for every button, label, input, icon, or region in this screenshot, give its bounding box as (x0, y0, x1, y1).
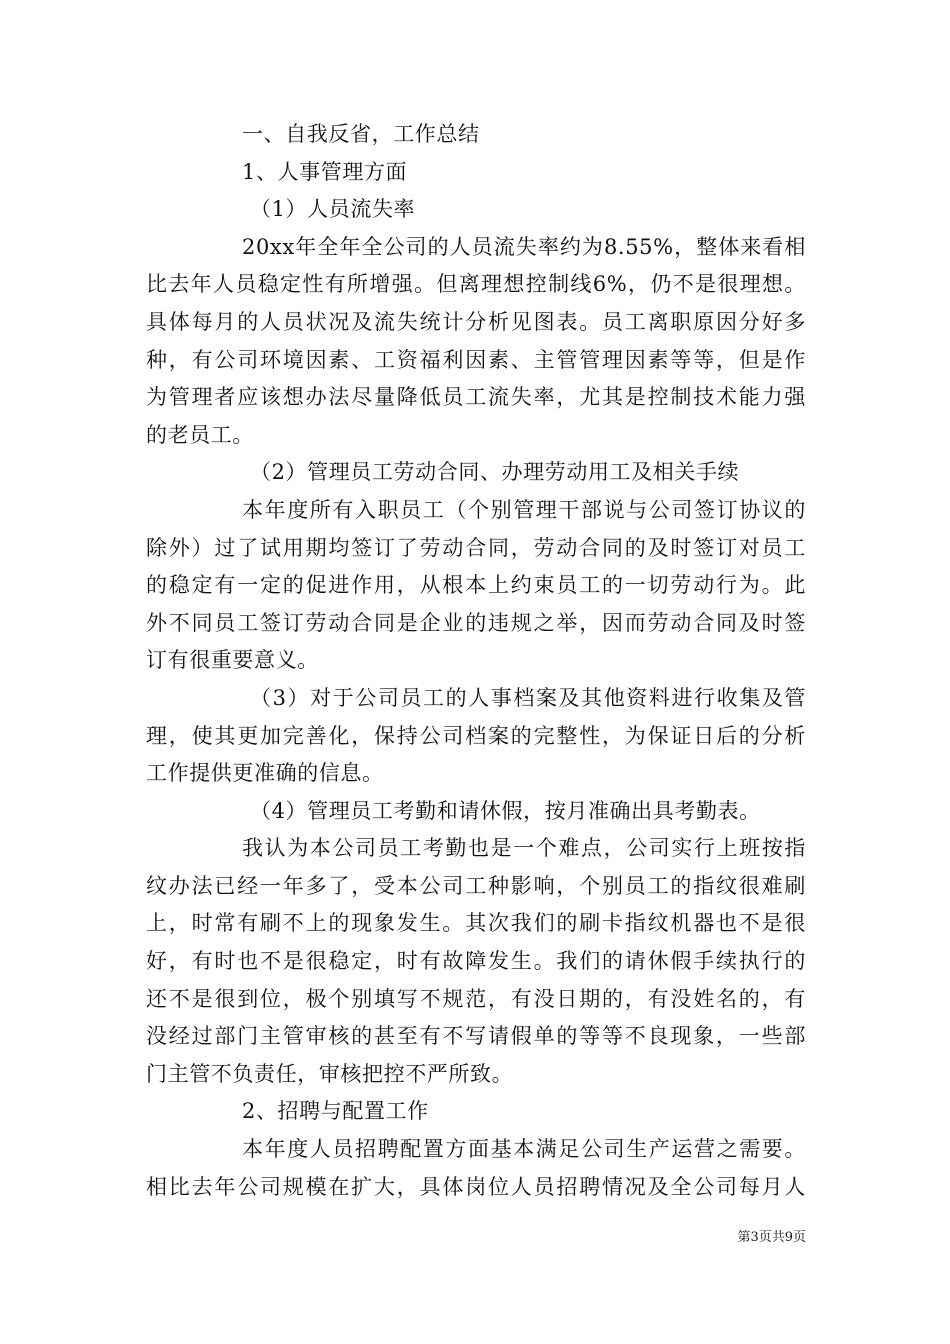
text-line: 本年度人员招聘配置方面基本满足公司生产运营之需要。 (242, 1137, 806, 1162)
text-line: 工作提供更准确的信息。 (146, 761, 384, 786)
text-line: 20xx年全年全公司的人员流失率约为8.55%，整体来看相 (242, 234, 806, 259)
text-line: （3）对于公司员工的人事档案及其他资料进行收集及管 (250, 685, 806, 710)
text-line: 2、招聘与配置工作 (242, 1099, 429, 1124)
text-line: 的稳定有一定的促进作用，从根本上约束员工的一切劳动行为。此 (146, 573, 806, 598)
page-number: 第3页共9页 (737, 1230, 806, 1245)
text-line: （4）管理员工考勤和请休假，按月准确出具考勤表。 (250, 798, 761, 823)
document-body (146, 116, 806, 1206)
text-line: 好，有时也不是很稳定，时有故障发生。我们的请休假手续执行的 (146, 949, 806, 974)
text-line: 相比去年公司规模在扩大，具体岗位人员招聘情况及全公司每月人 (146, 1174, 806, 1199)
text-line: 为管理者应该想办法尽量降低员工流失率，尤其是控制技术能力强 (146, 385, 806, 410)
text-line: 订有很重要意义。 (146, 648, 319, 673)
text-line: 我认为本公司员工考勤也是一个难点，公司实行上班按指 (242, 836, 806, 861)
text-line: 还不是很到位，极个别填写不规范，有没日期的，有没姓名的，有 (146, 986, 806, 1011)
text-line: 具体每月的人员状况及流失统计分析见图表。员工离职原因分好多 (146, 309, 806, 334)
text-line: 没经过部门主管审核的甚至有不写请假单的等等不良现象，一些部 (146, 1024, 806, 1049)
text-line: 的老员工。 (146, 422, 254, 447)
text-line: 1、人事管理方面 (242, 159, 408, 184)
text-line: 外不同员工签订劳动合同是企业的违规之举，因而劳动合同及时签 (146, 610, 806, 635)
text-line: 上，时常有刷不上的现象发生。其次我们的刷卡指纹机器也不是很 (146, 911, 806, 936)
text-line: （2）管理员工劳动合同、办理劳动用工及相关手续 (250, 460, 740, 485)
text-line: 理，使其更加完善化，保持公司档案的完整性，为保证日后的分析 (146, 723, 806, 748)
text-line: （1）人员流失率 (250, 197, 416, 222)
text-line: 纹办法已经一年多了，受本公司工种影响，个别员工的指纹很难刷 (146, 873, 806, 898)
text-line: 一、自我反省，工作总结 (242, 122, 480, 146)
text-line: 种，有公司环境因素、工资福利因素、主管管理因素等等，但是作 (146, 347, 806, 372)
text-line: 门主管不负责任，审核把控不严所致。 (146, 1061, 514, 1086)
text-line: 本年度所有入职员工（个别管理干部说与公司签订协议的 (242, 497, 806, 522)
text-line: 除外）过了试用期均签订了劳动合同，劳动合同的及时签订对员工 (146, 535, 806, 560)
text-line: 比去年人员稳定性有所增强。但离理想控制线6%，仍不是很理想。 (146, 272, 806, 297)
